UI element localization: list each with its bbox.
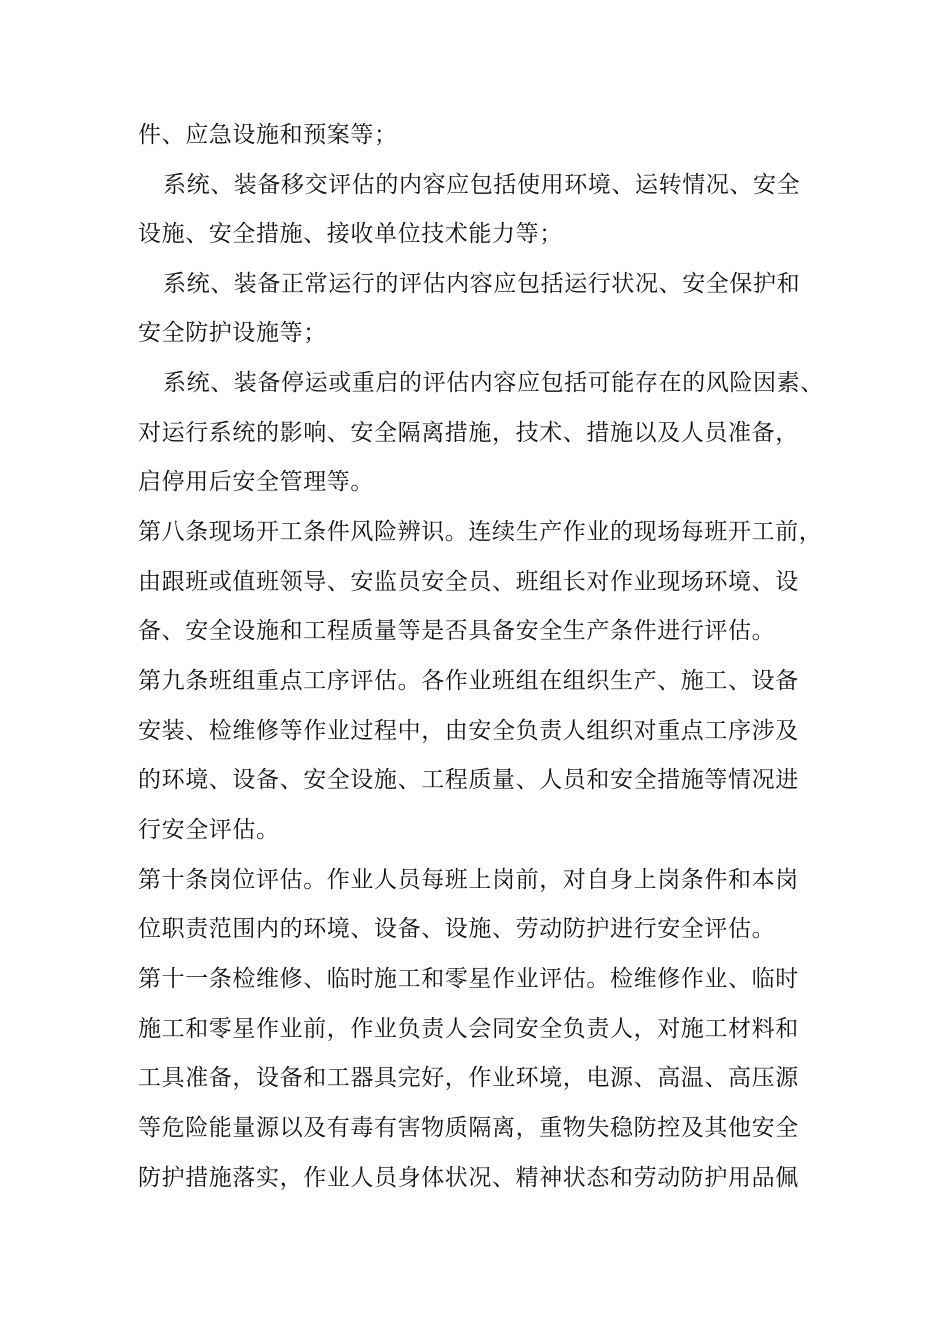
text-line: 系统、装备正常运行的评估内容应包括运行状况、安全保护和 [163, 271, 801, 297]
text-line: 第十条岗位评估。作业人员每班上岗前，对自身上岗条件和本岗 [138, 867, 799, 893]
text-line: 件、应急设施和预案等； [138, 122, 398, 148]
text-line: 行安全评估。 [138, 817, 280, 843]
text-line: 第十一条检维修、临时施工和零星作业评估。检维修作业、临时 [138, 966, 799, 992]
text-line: 工具准备，设备和工器具完好，作业环境，电源、高温、高压源 [138, 1065, 799, 1091]
text-line: 系统、装备移交评估的内容应包括使用环境、运转情况、安全 [163, 172, 801, 198]
text-line: 设施、安全措施、接收单位技术能力等； [138, 221, 563, 247]
text-line: 安全防护设施等； [138, 320, 327, 346]
text-line: 备、安全设施和工程质量等是否具备安全生产条件进行评估。 [138, 618, 776, 644]
text-line: 的环境、设备、安全设施、工程质量、人员和安全措施等情况进 [138, 767, 799, 793]
text-line: 启停用后安全管理等。 [138, 469, 374, 495]
text-line: 位职责范围内的环境、设备、设施、劳动防护进行安全评估。 [138, 916, 776, 942]
text-line: 系统、装备停运或重启的评估内容应包括可能存在的风险因素、 [163, 370, 824, 396]
text-line: 安装、检维修等作业过程中，由安全负责人组织对重点工序涉及 [138, 718, 799, 744]
text-line: 第八条现场开工条件风险辨识。连续生产作业的现场每班开工前， [138, 519, 823, 545]
text-line: 等危险能量源以及有毒有害物质隔离，重物失稳防控及其他安全 [138, 1115, 799, 1141]
text-line: 对运行系统的影响、安全隔离措施，技术、措施以及人员准备， [138, 420, 799, 446]
text-line: 防护措施落实，作业人员身体状况、精神状态和劳动防护用品佩 [138, 1165, 799, 1191]
text-line: 第九条班组重点工序评估。各作业班组在组织生产、施工、设备 [138, 668, 799, 694]
text-line: 由跟班或值班领导、安监员安全员、班组长对作业现场环境、设 [138, 569, 799, 595]
text-line: 施工和零星作业前，作业负责人会同安全负责人，对施工材料和 [138, 1016, 799, 1042]
